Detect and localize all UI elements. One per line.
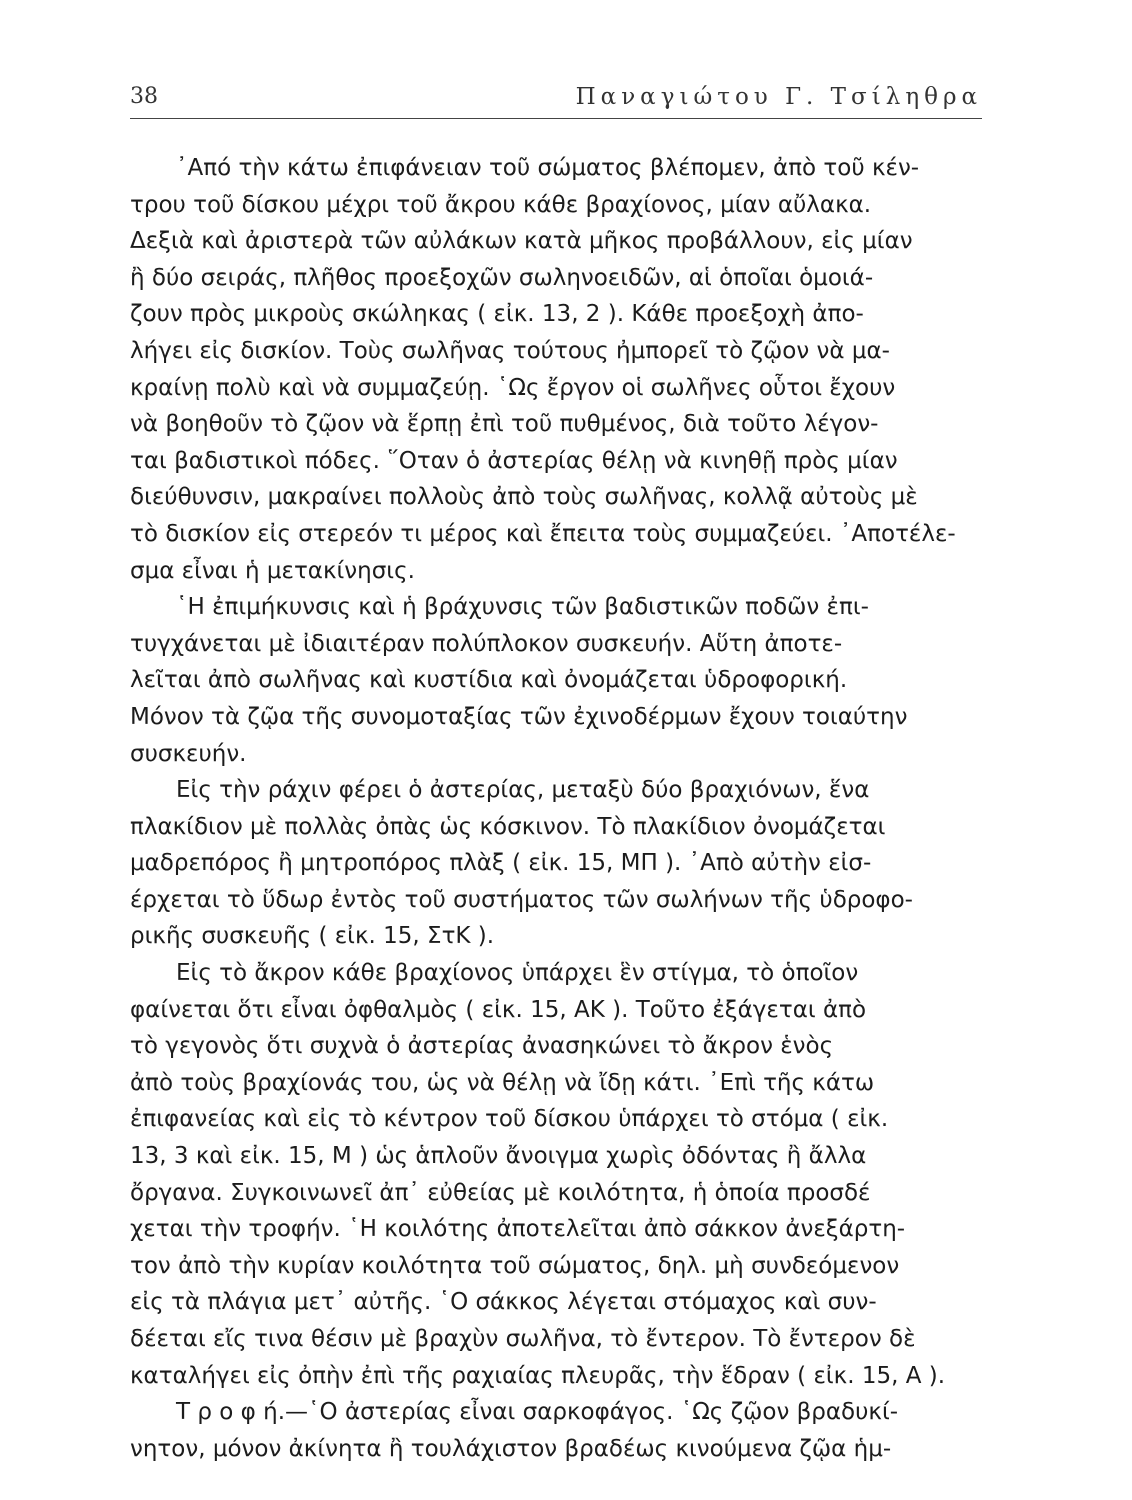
text-line: σμα εἶναι ἡ μετακίνησις.	[130, 557, 415, 584]
page-number: 38	[130, 84, 158, 109]
running-title: Παναγιώτου Γ. Τσίληθρα	[575, 84, 982, 110]
text-line: ῾Η ἐπιμήκυνσις καὶ ἡ βράχυνσις τῶν βαδιστικῶν ποδῶν ἐπι-	[176, 594, 869, 621]
text-line: ἐπιφανείας καὶ εἰς τὸ κέντρον τοῦ δίσκου ὑπάρχει τὸ στόμα ( εἰκ.	[130, 1106, 889, 1133]
text-line: δέεται εἴς τινα θέσιν μὲ βραχὺν σωλῆνα, τὸ ἔντερον. Τὸ ἔντερον δὲ	[130, 1326, 916, 1352]
text-line: ὄργανα. Συγκοινωνεῖ ἀπ᾿ εὐθείας μὲ κοιλότητα, ἡ ὁποία προσδέ	[130, 1179, 871, 1206]
text-line: λεῖται ἀπὸ σωλῆνας καὶ κυστίδια καὶ ὀνομάζεται ὑδροφορική.	[130, 667, 848, 694]
text-line: εἰς τὰ πλάγια μετ᾿ αὐτῆς. ῾Ο σάκκος λέγεται στόμαχος καὶ συν-	[130, 1289, 877, 1316]
text-line: τὸ γεγονὸς ὅτι συχνὰ ὁ ἀστερίας ἀνασηκώνει τὸ ἄκρον ἑνὸς	[130, 1033, 834, 1060]
text-line: μαδρεπόρος ἢ μητροπόρος πλὰξ ( εἰκ. 15, ΜΠ ). ᾿Απὸ αὐτὴν εἰσ-	[130, 850, 872, 877]
text-line: νητον, μόνον ἀκίνητα ἢ τουλάχιστον βραδέως κινούμενα ζῷα ἡμ-	[130, 1435, 892, 1462]
text-line: 13, 3 καὶ εἰκ. 15, Μ ) ὡς ἁπλοῦν ἄνοιγμα χωρὶς ὀδόντας ἢ ἄλλα	[130, 1143, 867, 1170]
text-line: ρικῆς συσκευῆς ( εἰκ. 15, ΣτΚ ).	[130, 923, 495, 950]
text-line: πλακίδιον μὲ πολλὰς ὀπὰς ὡς κόσκινον. Τὸ πλακίδιον ὀνομάζεται	[130, 813, 886, 840]
text-line: ἀπὸ τοὺς βραχίονάς του, ὡς νὰ θέλῃ νὰ ἴδῃ κάτι. ᾿Επὶ τῆς κάτω	[130, 1069, 875, 1096]
text-line: Μόνον τὰ ζῷα τῆς συνομοταξίας τῶν ἐχινοδέρμων ἔχουν τοιαύτην	[130, 703, 908, 730]
text-line: Εἰς τὸ ἄκρον κάθε βραχίονος ὑπάρχει ἓν στίγμα, τὸ ὁποῖον	[176, 960, 859, 987]
text-line: τρου τοῦ δίσκου μέχρι τοῦ ἄκρου κάθε βραχίονος, μίαν αὔλακα.	[130, 191, 872, 218]
text-line: Εἰς τὴν ράχιν φέρει ὁ ἀστερίας, μεταξὺ δύο βραχιόνων, ἕνα	[176, 777, 870, 804]
text-line: ἢ δύο σειράς, πλῆθος προεξοχῶν σωληνοειδῶν, αἱ ὁποῖαι ὁμοιά-	[130, 264, 874, 291]
text-line: ᾿Από τὴν κάτω ἐπιφάνειαν τοῦ σώματος βλέπομεν, ἀπὸ τοῦ κέν-	[176, 155, 920, 181]
text-line: καταλήγει εἰς ὀπὴν ἐπὶ τῆς ραχιαίας πλευρᾶς, τὴν ἕδραν ( εἰκ. 15, Α ).	[130, 1362, 946, 1389]
text-line: ται βαδιστικοὶ πόδες. ῞Οταν ὁ ἀστερίας θέλῃ νὰ κινηθῇ πρὸς μίαν	[130, 447, 898, 474]
text-line: τὸ δισκίον εἰς στερεόν τι μέρος καὶ ἔπειτα τοὺς συμμαζεύει. ᾿Αποτέλε-	[130, 520, 956, 547]
page-header	[130, 84, 982, 119]
text-line: έρχεται τὸ ὕδωρ ἐντὸς τοῦ συστήματος τῶν σωλήνων τῆς ὑδροφο-	[130, 886, 913, 913]
text-line: τυγχάνεται μὲ ἰδιαιτέραν πολύπλοκον συσκευήν. Αὕτη ἀποτε-	[130, 630, 843, 657]
text-line: νὰ βοηθοῦν τὸ ζῷον νὰ ἕρπῃ ἐπὶ τοῦ πυθμένος, διὰ τοῦτο λέγον-	[130, 411, 879, 438]
text-line: Τ ρ ο φ ή.—῾Ο ἀστερίας εἶναι σαρκοφάγος. ῾Ως ζῷον βραδυκί-	[176, 1399, 899, 1426]
text-line: διεύθυνσιν, μακραίνει πολλοὺς ἀπὸ τοὺς σωλῆνας, κολλᾷ αὐτοὺς μὲ	[130, 484, 918, 511]
text-line: χεται τὴν τροφήν. ῾Η κοιλότης ἀποτελεῖται ἀπὸ σάκκον ἀνεξάρτη-	[130, 1216, 906, 1243]
text-line: Δεξιὰ καὶ ἀριστερὰ τῶν αὐλάκων κατὰ μῆκος προβάλλουν, εἰς μίαν	[130, 228, 913, 255]
text-line: συσκευήν.	[130, 740, 247, 767]
body-text	[130, 150, 978, 1467]
text-line: ζουν πρὸς μικροὺς σκώληκας ( εἰκ. 13, 2 ). Κάθε προεξοχὴ ἀπο-	[130, 301, 864, 328]
text-line: φαίνεται ὅτι εἶναι ὀφθαλμὸς ( εἰκ. 15, ΑΚ ). Τοῦτο ἐξάγεται ἀπὸ	[130, 996, 867, 1023]
text-line: λήγει εἰς δισκίον. Τοὺς σωλῆνας τούτους ἠμπορεῖ τὸ ζῷον νὰ μα-	[130, 337, 890, 364]
text-line: τον ἀπὸ τὴν κυρίαν κοιλότητα τοῦ σώματος, δηλ. μὴ συνδεόμενον	[130, 1252, 900, 1279]
text-line: κραίνῃ πολὺ καὶ νὰ συμμαζεύῃ. ῾Ως ἔργον οἱ σωλῆνες οὗτοι ἔχουν	[130, 374, 896, 401]
